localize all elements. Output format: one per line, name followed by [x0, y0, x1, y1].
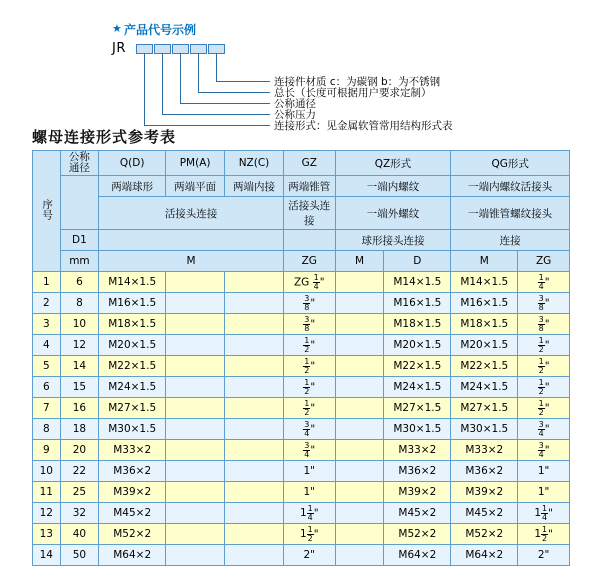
cell-dn: 10: [60, 314, 99, 335]
cell-pm: [166, 503, 225, 524]
cell-dn: 14: [60, 356, 99, 377]
cell-gz: $\frac{1}{2}$ ": [283, 377, 335, 398]
cell-pm: [166, 314, 225, 335]
header-dn-sub: D1: [60, 230, 99, 251]
cell-gz: 2": [283, 545, 335, 566]
callout-pressure: 公称压力: [274, 109, 316, 121]
leader-h-4: [162, 114, 270, 115]
cell-gz: 1 $\frac{1}{4}$ ": [283, 503, 335, 524]
cell-gz: $\frac{3}{4}$ ": [283, 419, 335, 440]
cell-qz-m: [335, 377, 384, 398]
header-type-gz: 两端锥管: [283, 176, 335, 197]
table-row: [33, 524, 570, 545]
header-dn-spacer: [60, 176, 99, 230]
cell-q: M24×1.5: [99, 377, 166, 398]
header-conn-qz: 一端外螺纹: [335, 197, 451, 230]
cell-q: M45×2: [99, 503, 166, 524]
header-conn-gz: 活接头连接: [283, 197, 335, 230]
cell-qz-d: M27×1.5: [384, 398, 451, 419]
cell-qg-m: M30×1.5: [451, 419, 518, 440]
cell-gz: $\frac{3}{8}$ ": [283, 293, 335, 314]
cell-dn: 25: [60, 482, 99, 503]
cell-nz: [225, 314, 284, 335]
cell-dn: 18: [60, 419, 99, 440]
cell-pm: [166, 293, 225, 314]
leader-line-1: [216, 53, 217, 81]
header-dn: [60, 151, 99, 176]
leader-line-2: [198, 53, 199, 92]
cell-q: M16×1.5: [99, 293, 166, 314]
cell-qz-m: [335, 545, 384, 566]
leader-line-5: [144, 53, 145, 125]
header-conn-qg: 一端锥管螺纹接头: [451, 197, 570, 230]
cell-nz: [225, 293, 284, 314]
cell-pm: [166, 482, 225, 503]
leader-h-2: [198, 92, 270, 93]
table-row: [33, 314, 570, 335]
cell-pm: [166, 419, 225, 440]
cell-nz: [225, 335, 284, 356]
header-conn3-qg: 连接: [451, 230, 570, 251]
header-dn-label: 公称通径: [68, 151, 90, 175]
cell-q: M52×2: [99, 524, 166, 545]
table-row: [33, 545, 570, 566]
cell-qg-m: M36×2: [451, 461, 518, 482]
cell-qz-m: [335, 482, 384, 503]
header-type-q: 两端球形: [99, 176, 166, 197]
cell-dn: 20: [60, 440, 99, 461]
cell-pm: [166, 398, 225, 419]
cell-qz-d: M39×2: [384, 482, 451, 503]
cell-nz: [225, 461, 284, 482]
cell-qg-m: M27×1.5: [451, 398, 518, 419]
cell-dn: 8: [60, 293, 99, 314]
cell-qz-d: M16×1.5: [384, 293, 451, 314]
cell-qg-m: M64×2: [451, 545, 518, 566]
cell-pm: [166, 545, 225, 566]
cell-nz: [225, 398, 284, 419]
table-row: [33, 293, 570, 314]
cell-nz: [225, 503, 284, 524]
cell-dn: 6: [60, 272, 99, 293]
cell-nz: [225, 272, 284, 293]
cell-qz-m: [335, 314, 384, 335]
table-row: [33, 272, 570, 293]
cell-qz-m: [335, 524, 384, 545]
nut-connection-table: [32, 150, 570, 566]
header-type-qg: 一端内螺纹活接头: [451, 176, 570, 197]
cell-qz-m: [335, 461, 384, 482]
cell-dn: 50: [60, 545, 99, 566]
cell-q: M14×1.5: [99, 272, 166, 293]
cell-q: M33×2: [99, 440, 166, 461]
cell-gz: $\frac{3}{8}$ ": [283, 314, 335, 335]
cell-gz: $\frac{3}{4}$ ": [283, 440, 335, 461]
cell-seq: 5: [33, 356, 61, 377]
cell-qz-d: M45×2: [384, 503, 451, 524]
cell-q: M39×2: [99, 482, 166, 503]
cell-nz: [225, 545, 284, 566]
cell-pm: [166, 272, 225, 293]
cell-seq: 11: [33, 482, 61, 503]
table-row: [33, 419, 570, 440]
cell-nz: [225, 377, 284, 398]
cell-qz-m: [335, 503, 384, 524]
cell-qg-zg: $\frac{3}{4}$ ": [518, 440, 570, 461]
cell-qg-zg: 2": [518, 545, 570, 566]
cell-qg-m: M16×1.5: [451, 293, 518, 314]
cell-nz: [225, 356, 284, 377]
cell-gz: $\frac{1}{2}$ ": [283, 356, 335, 377]
leader-line-3: [180, 53, 181, 103]
header-unit-qg-zg: ZG: [518, 251, 570, 272]
cell-qz-d: M52×2: [384, 524, 451, 545]
table-header-row-codes: [33, 151, 570, 176]
cell-qz-m: [335, 356, 384, 377]
cell-q: M30×1.5: [99, 419, 166, 440]
cell-seq: 7: [33, 398, 61, 419]
table-header-row-conn2: [33, 230, 570, 251]
cell-gz: 1 $\frac{1}{2}$ ": [283, 524, 335, 545]
cell-qg-m: M14×1.5: [451, 272, 518, 293]
header-blank-2: [283, 230, 335, 251]
table-row: [33, 461, 570, 482]
cell-qz-d: M33×2: [384, 440, 451, 461]
cell-nz: [225, 524, 284, 545]
header-type-pm: 两端平面: [166, 176, 225, 197]
cell-q: M27×1.5: [99, 398, 166, 419]
cell-qg-m: M20×1.5: [451, 335, 518, 356]
header-seq-label: 序号: [41, 199, 54, 221]
leader-h-1: [216, 81, 270, 82]
header-type-nz: 两端内接: [225, 176, 284, 197]
cell-qg-zg: 1": [518, 482, 570, 503]
table-row: [33, 503, 570, 524]
callout-length: 总长（长度可根据用户要求定制）: [274, 87, 432, 99]
cell-seq: 13: [33, 524, 61, 545]
cell-qg-zg: 1 $\frac{1}{4}$ ": [518, 503, 570, 524]
cell-gz: $\frac{1}{2}$ ": [283, 335, 335, 356]
cell-seq: 2: [33, 293, 61, 314]
callout-diameter: 公称通径: [274, 98, 316, 110]
table-row: [33, 440, 570, 461]
header-unit-qz-m: M: [335, 251, 384, 272]
cell-seq: 12: [33, 503, 61, 524]
cell-dn: 32: [60, 503, 99, 524]
header-code-qg: QG形式: [451, 151, 570, 176]
cell-qz-m: [335, 272, 384, 293]
cell-qz-m: [335, 419, 384, 440]
table-row: [33, 482, 570, 503]
table-header-row-type: [33, 176, 570, 197]
cell-nz: [225, 419, 284, 440]
cell-dn: 15: [60, 377, 99, 398]
leader-h-3: [180, 103, 270, 104]
cell-qg-m: M24×1.5: [451, 377, 518, 398]
cell-qz-d: M20×1.5: [384, 335, 451, 356]
cell-nz: [225, 440, 284, 461]
cell-q: M20×1.5: [99, 335, 166, 356]
header-conn3-qz: 球形接头连接: [335, 230, 451, 251]
cell-qg-m: M18×1.5: [451, 314, 518, 335]
cell-seq: 8: [33, 419, 61, 440]
cell-qz-d: M36×2: [384, 461, 451, 482]
cell-qg-zg: $\frac{3}{4}$ ": [518, 419, 570, 440]
cell-q: M36×2: [99, 461, 166, 482]
cell-qz-m: [335, 398, 384, 419]
table-header-row-conn1: [33, 197, 570, 230]
cell-pm: [166, 440, 225, 461]
cell-dn: 12: [60, 335, 99, 356]
cell-qg-zg: $\frac{3}{8}$ ": [518, 314, 570, 335]
cell-seq: 6: [33, 377, 61, 398]
header-code-q: Q(D): [99, 151, 166, 176]
header-code-nz: NZ(C): [225, 151, 284, 176]
cell-pm: [166, 356, 225, 377]
cell-seq: 4: [33, 335, 61, 356]
cell-seq: 9: [33, 440, 61, 461]
cell-dn: 22: [60, 461, 99, 482]
table-row: [33, 335, 570, 356]
cell-qz-d: M24×1.5: [384, 377, 451, 398]
cell-q: M22×1.5: [99, 356, 166, 377]
cell-qz-d: M64×2: [384, 545, 451, 566]
table-row: [33, 398, 570, 419]
cell-pm: [166, 377, 225, 398]
header-unit-qg-m: M: [451, 251, 518, 272]
header-conn-qpmnz: 活接头连接: [99, 197, 284, 230]
cell-qg-zg: 1 $\frac{1}{2}$ ": [518, 524, 570, 545]
cell-gz: $\frac{1}{2}$ ": [283, 398, 335, 419]
cell-pm: [166, 335, 225, 356]
cell-seq: 1: [33, 272, 61, 293]
cell-qz-d: M14×1.5: [384, 272, 451, 293]
header-unit-qz-d: D: [384, 251, 451, 272]
cell-gz: ZG $\frac{1}{4}$ ": [283, 272, 335, 293]
leader-line-4: [162, 53, 163, 114]
cell-qg-m: M45×2: [451, 503, 518, 524]
cell-dn: 40: [60, 524, 99, 545]
cell-pm: [166, 461, 225, 482]
cell-q: M18×1.5: [99, 314, 166, 335]
callout-connection: 连接形式：见金属软管常用结构形式表: [274, 120, 453, 132]
cell-qz-m: [335, 293, 384, 314]
cell-qg-zg: $\frac{1}{4}$ ": [518, 272, 570, 293]
header-blank-1: [99, 230, 284, 251]
legend-title: 产品代号示例: [124, 23, 197, 37]
product-code-legend: [0, 0, 600, 132]
header-code-pm: PM(A): [166, 151, 225, 176]
cell-gz: 1": [283, 482, 335, 503]
callout-material: 连接件材质 c：为碳钢 b：为不锈钢: [274, 76, 441, 88]
header-unit-m: M: [99, 251, 284, 272]
header-seq: [33, 151, 61, 272]
cell-dn: 16: [60, 398, 99, 419]
header-code-qz: QZ形式: [335, 151, 451, 176]
cell-qz-d: M18×1.5: [384, 314, 451, 335]
code-prefix: JR: [112, 41, 126, 56]
cell-qz-m: [335, 335, 384, 356]
cell-qg-zg: $\frac{1}{2}$ ": [518, 335, 570, 356]
cell-qg-m: M22×1.5: [451, 356, 518, 377]
table-row: [33, 377, 570, 398]
section-title: 螺母连接形式参考表: [32, 128, 177, 146]
table-row: [33, 356, 570, 377]
cell-nz: [225, 482, 284, 503]
cell-seq: 14: [33, 545, 61, 566]
cell-q: M64×2: [99, 545, 166, 566]
cell-qg-zg: $\frac{1}{2}$ ": [518, 356, 570, 377]
cell-qg-m: M33×2: [451, 440, 518, 461]
cell-qz-m: [335, 440, 384, 461]
header-dn-unit: mm: [60, 251, 99, 272]
cell-qg-zg: $\frac{3}{8}$ ": [518, 293, 570, 314]
cell-qg-zg: $\frac{1}{2}$ ": [518, 377, 570, 398]
cell-qg-m: M39×2: [451, 482, 518, 503]
cell-seq: 3: [33, 314, 61, 335]
cell-gz: 1": [283, 461, 335, 482]
table-header-row-units: [33, 251, 570, 272]
cell-seq: 10: [33, 461, 61, 482]
header-unit-zg: ZG: [283, 251, 335, 272]
header-code-gz: GZ: [283, 151, 335, 176]
cell-qg-m: M52×2: [451, 524, 518, 545]
cell-qg-zg: 1": [518, 461, 570, 482]
cell-qg-zg: $\frac{1}{2}$ ": [518, 398, 570, 419]
cell-qz-d: M30×1.5: [384, 419, 451, 440]
star-icon: ★: [112, 22, 122, 35]
cell-qz-d: M22×1.5: [384, 356, 451, 377]
header-type-qz: 一端内螺纹: [335, 176, 451, 197]
cell-pm: [166, 524, 225, 545]
